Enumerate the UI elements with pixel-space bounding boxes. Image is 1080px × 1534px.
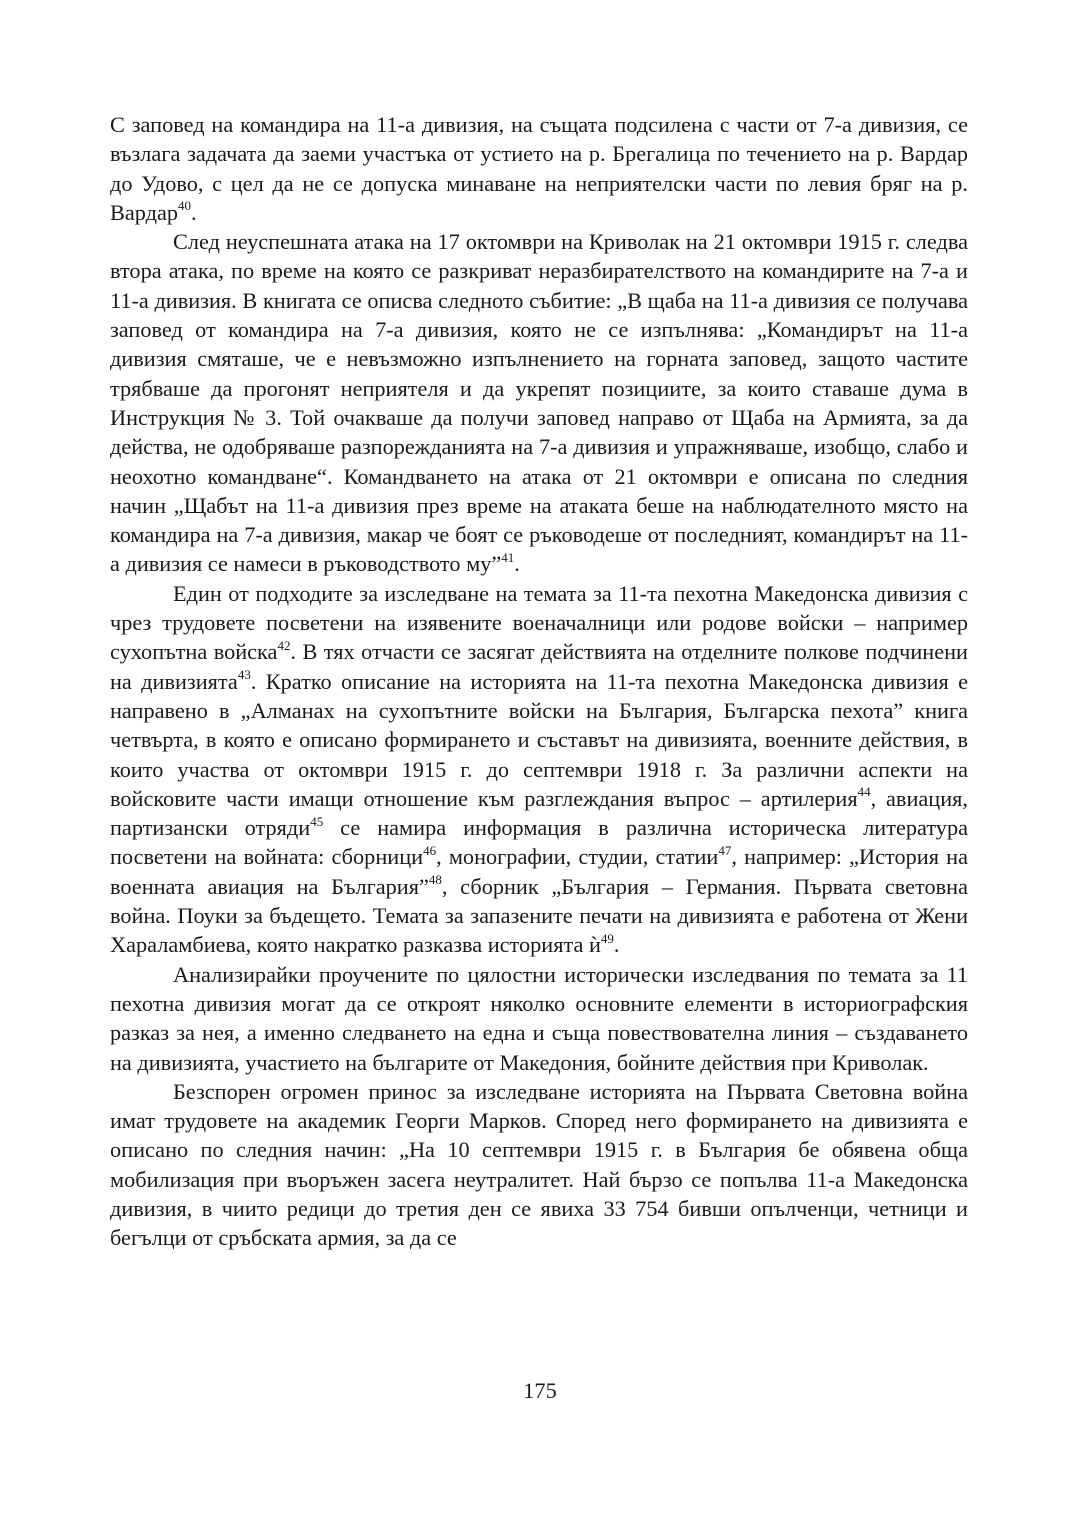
footnote-ref[interactable]: 41 [501, 550, 515, 566]
text-run: . [613, 932, 620, 958]
footnote-ref[interactable]: 47 [718, 843, 732, 858]
footnote-ref[interactable]: 49 [600, 930, 614, 946]
paragraph-4 [110, 960, 968, 1077]
paragraph-1 [110, 110, 968, 227]
text-run: , например: „История на военната авиация на България” [110, 844, 968, 899]
footnote-ref[interactable]: 43 [237, 667, 251, 683]
text-run: се намира информация в различна историческа литература посветени на войната: сборници [110, 815, 968, 870]
text-run: След неуспешната атака на 17 октомври на Криволак на 21 октомври 1915 г. следва втора атака, по време на която се разкриват неразбирателството на командирите на 7-а и 11-а дивизия. В книгата се описва следното събитие: „В щаба на 11-а дивизия се получава заповед от командира на 7-а дивизия, която не се изпълнява: „Командирът на 11-а дивизия смяташе, че е невъзможно изпълнението на горната заповед, защото частите трябваше да прогонят неприятеля и да укрепят позициите, за които ставаше дума в Инструкция № 3. Той очакваше да получи заповед направо от Щаба на Армията, за да действа, не одобряваше разпорежданията на 7-а дивизия и упражняваше, изобщо, слабо и неохотно командване“. Командването на атака от 21 октомври е описана по следния начин „Щабът на 11-а дивизия през време на атаката беше на наблюдателното място на командира на 7-а дивизия, макар че боят се ръководеше от последният, командирът на 11-а дивизия се намеси в ръководството му” [110, 229, 968, 577]
text-run: . [514, 551, 520, 577]
text-run: . Кратко описание на историята на 11-та пехотна Македонска дивизия е направено в „Алманах на сухопътните войски на България, Българска пехота” книга четвърта, в която е описано формирането и съставът на дивизията, военните действия, в които участва от октомври 1915 г. до септември 1918 г. За различни аспекти на войсковите части имащи отношение към разглеждания въпрос – артилерия [110, 668, 968, 811]
paragraph-2 [110, 227, 968, 579]
text-run: , авиация, партизански отряди [110, 785, 968, 841]
text-run: Анализирайки проучените по цялостни исторически изследвания по темата за 11 пехотна дивизия могат да се откроят няколко основните елементи в историографския разказ за нея, а именно следването на една и съща повествователна линия – създаването на дивизията, участието на българите от Македония, бойните действия при Криволак. [110, 961, 968, 1075]
footnote-ref[interactable]: 44 [857, 784, 871, 800]
text-run: . В тях отчасти се засягат действията на отделните полкове подчинени на дивизията [110, 639, 968, 694]
footnote-ref[interactable]: 42 [277, 637, 291, 653]
footnote-ref[interactable]: 45 [310, 813, 324, 829]
paragraph-5 [110, 1077, 968, 1253]
text-run: С заповед на командира на 11-а дивизия, на същата подсилена с части от 7-а дивизия, се възлага задачата да заеми участъка от устието на р. Брегалица по течението на р. Вардар до Удово, с цел да не се допуска минаване на неприятелски части по левия бряг на р. Вардар [110, 112, 968, 225]
text-run: Безспорен огромен принос за изследване историята на Първата Световна война имат трудовете на академик Георги Марков. Според него формирането на дивизията е описано по следния начин: „На 10 септември 1915 г. в България бе обявена обща мобилизация при въоръжен засега неутралитет. Най бързо се попълва 11-а Македонска дивизия, в чиито редици до третия ден се явиха 33 754 бивши опълченци, четници и бегълци от сръбската армия, за да се [110, 1078, 968, 1251]
footnote-ref[interactable]: 46 [423, 843, 437, 858]
page-body [110, 110, 968, 1253]
footnote-ref[interactable]: 48 [428, 872, 442, 888]
text-run: , сборник „България – Германия. Първата световна война. Поуки за бъдещето. Темата за запазените печати на дивизията е работена от Жени Хараламбиева, която накратко разказва историята ѝ [110, 873, 969, 958]
text-run: Един от подходите за изследване на темата за 11-та пехотна Македонска дивизия с чрез трудовете посветени на изявените военачалници или родове войски – например сухопътна войска [110, 580, 968, 665]
text-run: . [191, 199, 197, 225]
text-run: , монографии, студии, статии [436, 844, 719, 870]
footnote-ref[interactable]: 40 [178, 198, 192, 214]
paragraph-3 [110, 579, 968, 960]
page-number: 175 [523, 1378, 557, 1403]
